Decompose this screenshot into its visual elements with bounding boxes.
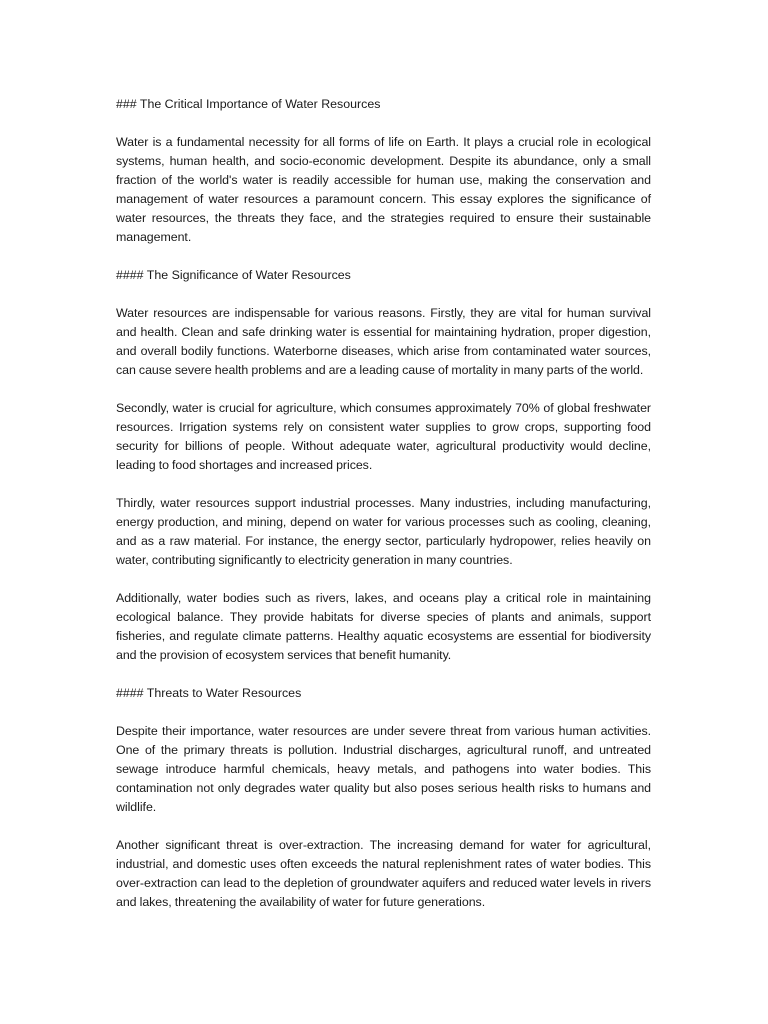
paragraph: Additionally, water bodies such as rivers, lakes, and oceans play a critical role in maintaining ecological balance. They provide habitats for diverse species of plants and animals, support fisheries, and regulate climate patterns. Healthy aquatic ecosystems are essential for biodiversity and the provision of ecosystem services that benefit humanity. [116,591,651,662]
document-page [116,95,651,931]
document-title: ### The Critical Importance of Water Resources [116,97,381,111]
section-heading: #### Threats to Water Resources [116,686,302,700]
section-heading: #### The Significance of Water Resources [116,268,351,282]
section-threats [116,684,651,912]
paragraph: Another significant threat is over-extraction. The increasing demand for water for agricultural, industrial, and domestic uses often exceeds the natural replenishment rates of water bodies. This over-extraction can lead to the depletion of groundwater aquifers and reduced water levels in rivers and lakes, threatening the availability of water for future generations. [116,838,651,909]
paragraph: Thirdly, water resources support industrial processes. Many industries, including manufacturing, energy production, and mining, depend on water for various processes such as cooling, cleaning, and as a raw material. For instance, the energy sector, particularly hydropower, relies heavily on water, contributing significantly to electricity generation in many countries. [116,496,651,567]
section-significance [116,266,651,665]
paragraph: Water resources are indispensable for various reasons. Firstly, they are vital for human survival and health. Clean and safe drinking water is essential for maintaining hydration, proper digestion, and overall bodily functions. Waterborne diseases, which arise from contaminated water sources, can cause severe health problems and are a leading cause of mortality in many parts of the world. [116,306,651,377]
paragraph: Secondly, water is crucial for agriculture, which consumes approximately 70% of global freshwater resources. Irrigation systems rely on consistent water supplies to grow crops, supporting food security for billions of people. Without adequate water, agricultural productivity would decline, leading to food shortages and increased prices. [116,401,651,472]
paragraph: Despite their importance, water resources are under severe threat from various human activities. One of the primary threats is pollution. Industrial discharges, agricultural runoff, and untreated sewage introduce harmful chemicals, heavy metals, and pathogens into water bodies. This contamination not only degrades water quality but also poses serious health risks to humans and wildlife. [116,724,651,814]
intro-paragraph: Water is a fundamental necessity for all forms of life on Earth. It plays a crucial role in ecological systems, human health, and socio-economic development. Despite its abundance, only a small fraction of the world's water is readily accessible for human use, making the conservation and management of water resources a paramount concern. This essay explores the significance of water resources, the threats they face, and the strategies required to ensure their sustainable management. [116,135,651,244]
